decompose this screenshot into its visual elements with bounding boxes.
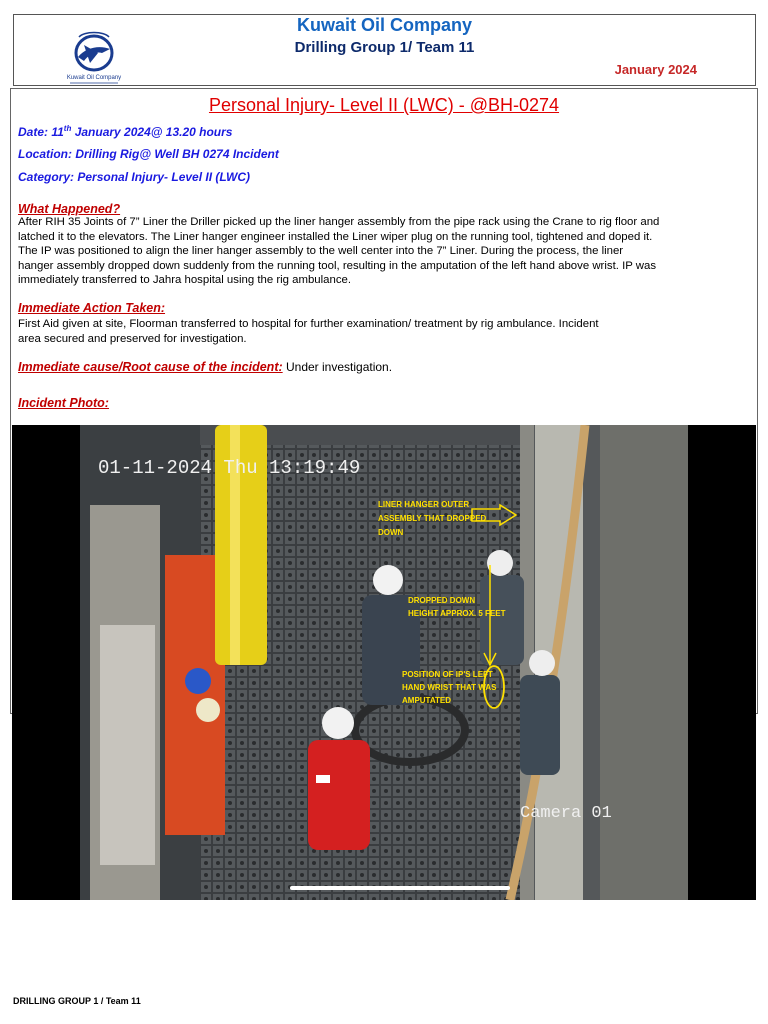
incident-photo bbox=[80, 425, 688, 900]
report-month: January 2024 bbox=[614, 62, 697, 77]
page-footer: DRILLING GROUP 1 / Team 11 bbox=[13, 996, 141, 1006]
what-happened-text: After RIH 35 Joints of 7” Liner the Driller picked up the liner hanger assembly from the pipe rack using the Crane to rig floor and latched it to the elevators. The Liner hanger engineer installed the Liner wiper plug on the running tool, tightened and doped it. The IP was positioned to align the liner hanger assembly to the well center into the 7” Liner. During the process, the liner hanger assembly dropped down suddenly from the running tool, resulting in the amputation of the left hand above wrist. IP was immediately transferred to Jahra hospital using the rig ambulance. bbox=[18, 216, 660, 286]
photo-timestamp: 01-11-2024 Thu 13:19:49 bbox=[98, 457, 361, 479]
photo-camera-label: Camera 01 bbox=[520, 804, 612, 823]
company-name: Kuwait Oil Company bbox=[296, 15, 473, 35]
cause-line: Immediate cause/Root cause of the incident: Under investigation. bbox=[18, 360, 393, 374]
svg-text:HAND WRIST THAT WAS: HAND WRIST THAT WAS bbox=[402, 683, 497, 692]
team-name: Drilling Group 1/ Team 11 bbox=[294, 39, 475, 56]
header-box bbox=[13, 14, 756, 86]
svg-text:ASSEMBLY THAT DROPPED: ASSEMBLY THAT DROPPED bbox=[378, 514, 487, 523]
incident-photo-frame bbox=[12, 425, 756, 900]
svg-text:AMPUTATED: AMPUTATED bbox=[402, 696, 452, 705]
incident-category: Category: Personal Injury- Level II (LWC) bbox=[18, 170, 251, 184]
incident-location: Location: Drilling Rig@ Well BH 0274 Incident bbox=[18, 147, 279, 161]
action-text: First Aid given at site, Floorman transferred to hospital for further examination/ treatment by rig ambulance. Incident area secured and preserved for investigation. bbox=[18, 318, 599, 345]
svg-text:POSITION OF IP'S LEFT: POSITION OF IP'S LEFT bbox=[402, 670, 493, 679]
svg-text:HEIGHT APPROX. 5 FEET: HEIGHT APPROX. 5 FEET bbox=[408, 609, 506, 618]
incident-date: Date: 11th January 2024@ 13.20 hours bbox=[18, 124, 233, 139]
svg-text:Kuwait Oil Company: Kuwait Oil Company bbox=[66, 75, 122, 81]
photo-heading: Incident Photo: bbox=[18, 396, 109, 410]
svg-text:DOWN: DOWN bbox=[378, 528, 404, 537]
report-title: Personal Injury- Level II (LWC) - @BH-0274 bbox=[208, 95, 560, 115]
svg-text:DROPPED DOWN: DROPPED DOWN bbox=[408, 596, 476, 605]
action-heading: Immediate Action Taken: bbox=[18, 301, 166, 315]
svg-text:LINER HANGER OUTER: LINER HANGER OUTER bbox=[378, 500, 470, 509]
what-happened-heading: What Happened? bbox=[18, 202, 121, 216]
